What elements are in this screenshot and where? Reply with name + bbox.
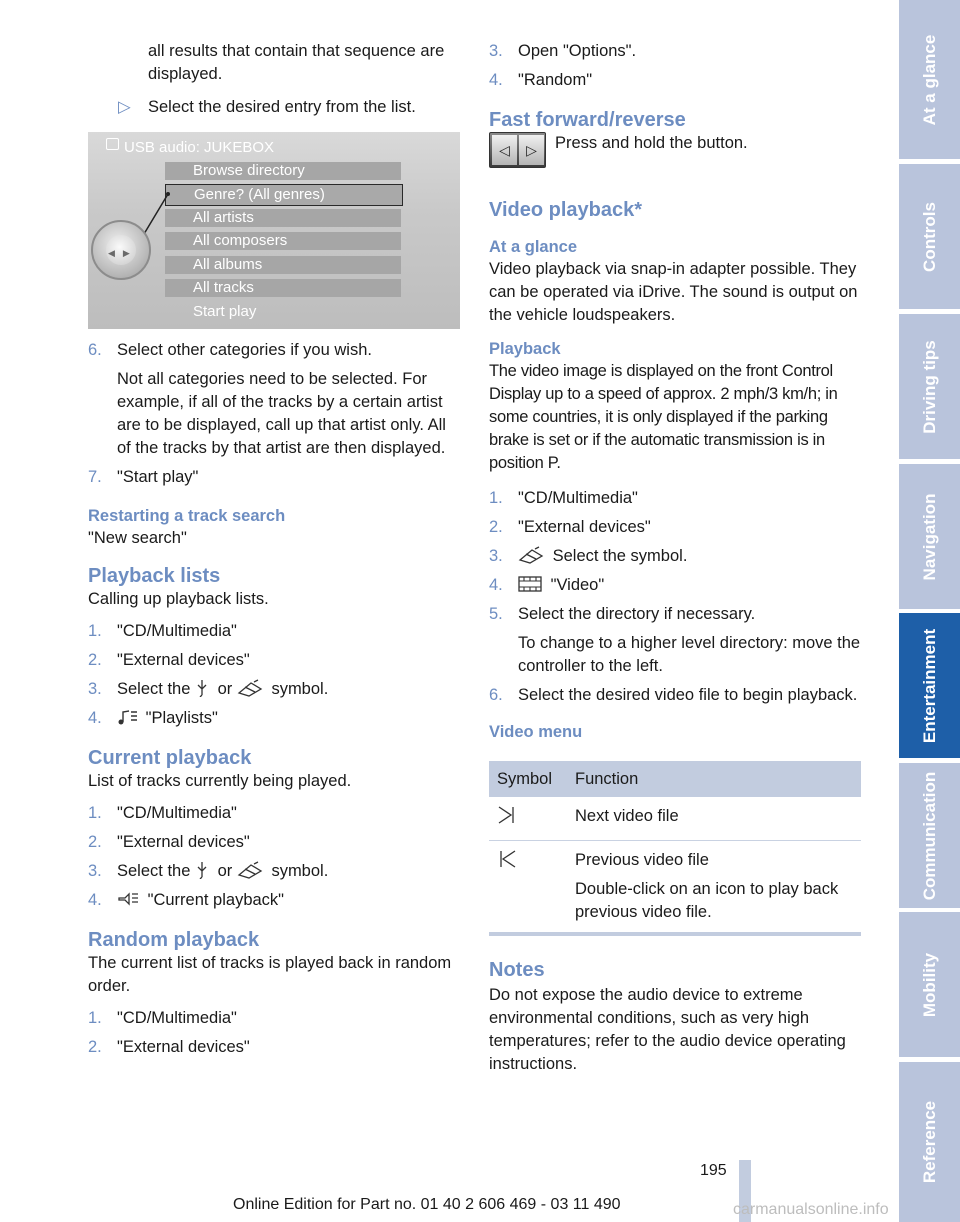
step-number: 3. xyxy=(88,862,102,880)
step-number: 1. xyxy=(88,622,102,640)
step-text: "External devices" xyxy=(117,833,250,851)
step-text: symbol. xyxy=(271,680,329,698)
tab-reference[interactable]: Reference xyxy=(899,1062,960,1222)
step-3 xyxy=(88,860,464,883)
step-text: "CD/Multimedia" xyxy=(117,622,237,640)
step-number: 3. xyxy=(88,680,102,698)
step-text: "External devices" xyxy=(117,1038,250,1056)
step-number: 2. xyxy=(489,518,503,536)
step-4 xyxy=(88,707,464,730)
footer-text: Online Edition for Part no. 01 40 2 606 469 - 03 11 490 xyxy=(233,1196,621,1213)
step-text: "Start play" xyxy=(117,468,199,486)
menu-item: All composers xyxy=(165,232,401,250)
external-device-icon xyxy=(237,861,263,879)
bullet-text: Select the desired entry from the list. xyxy=(148,98,416,116)
step-number: 1. xyxy=(489,489,503,507)
function-text: Previous video file xyxy=(575,851,709,869)
tab-driving-tips[interactable]: Driving tips xyxy=(899,314,960,459)
heading-notes: Notes xyxy=(489,959,545,981)
menu-item: Start play xyxy=(193,303,257,320)
step-text: Select the xyxy=(117,680,191,698)
tab-navigation[interactable]: Navigation xyxy=(899,464,960,609)
skip-button-icon: ◁ ▷ xyxy=(489,132,546,168)
heading-playback-lists: Playback lists xyxy=(88,565,221,587)
step-text: "Video" xyxy=(550,576,605,594)
step-text: "Random" xyxy=(518,71,593,89)
menu-item-selected: Genre? (All genres) xyxy=(165,184,403,206)
step-5-note: To change to a higher level directory: move the controller to the left. xyxy=(518,634,861,675)
step-number: 4. xyxy=(88,891,102,909)
function-text: Next video file xyxy=(567,797,861,841)
step-number: 7. xyxy=(88,468,102,486)
step-3 xyxy=(88,678,464,701)
table-row xyxy=(489,841,861,935)
step-3 xyxy=(489,40,865,63)
heading-video-playback: Video playback* xyxy=(489,199,643,221)
external-device-icon xyxy=(518,546,544,564)
step-number: 6. xyxy=(489,686,503,704)
ff-text: Press and hold the button. xyxy=(555,134,748,152)
step-number: 1. xyxy=(88,804,102,822)
ff-block xyxy=(489,132,865,182)
heading-random-playback: Random playback xyxy=(88,929,260,951)
step-text: Select the desired video file to begin playback. xyxy=(518,686,858,704)
step-number: 3. xyxy=(489,547,503,565)
heading-at-a-glance: At a glance xyxy=(489,238,578,256)
tab-at-a-glance[interactable]: At a glance xyxy=(899,0,960,159)
step-4 xyxy=(489,574,865,597)
usb-icon xyxy=(195,679,209,697)
menu-item: All artists xyxy=(165,209,401,227)
step-1 xyxy=(489,487,865,510)
step-3 xyxy=(489,545,865,568)
jukebox-screenshot xyxy=(88,132,460,329)
left-column xyxy=(88,40,464,1059)
watermark: carmanualsonline.info xyxy=(733,1201,889,1218)
tab-mobility[interactable]: Mobility xyxy=(899,912,960,1057)
video-menu-table xyxy=(489,761,861,936)
step-number: 4. xyxy=(489,576,503,594)
heading-current-playback: Current playback xyxy=(88,747,252,769)
next-file-icon xyxy=(497,805,517,825)
step-7 xyxy=(88,466,464,489)
step-number: 4. xyxy=(489,71,503,89)
menu-item: Browse directory xyxy=(165,162,401,180)
previous-file-icon xyxy=(497,849,517,869)
restart-text: "New search" xyxy=(88,529,187,547)
col-header-function: Function xyxy=(567,761,861,797)
step-text: Select the directory if necessary. xyxy=(518,605,756,623)
step-5 xyxy=(489,603,865,626)
step-text: Open "Options". xyxy=(518,42,637,60)
external-device-icon xyxy=(237,679,263,697)
step-2 xyxy=(489,516,865,539)
step-2 xyxy=(88,1036,464,1059)
step-2 xyxy=(88,831,464,854)
dial-arrows-icon: ◀▶ xyxy=(108,248,138,258)
step-2 xyxy=(88,649,464,672)
step-number: 6. xyxy=(88,341,102,359)
notes-text: Do not expose the audio device to extreme environmental conditions, such as very high temperatures; refer to the audio device operating instructions. xyxy=(489,986,846,1073)
table-row xyxy=(489,797,861,841)
function-note: Double-click on an icon to play back previous video file. xyxy=(575,880,839,921)
menu-item: All albums xyxy=(165,256,401,274)
random-text: The current list of tracks is played back in random order. xyxy=(88,954,452,995)
screenshot-title: USB audio: JUKEBOX xyxy=(124,139,275,156)
intro-continued: all results that contain that sequence are displayed. xyxy=(148,42,445,83)
step-6 xyxy=(489,684,865,707)
heading-fast-forward: Fast forward/reverse xyxy=(489,109,686,131)
step-text: "Playlists" xyxy=(145,709,218,727)
playlist-icon xyxy=(117,708,137,726)
current-playback-icon xyxy=(117,890,139,908)
glance-text: Video playback via snap-in adapter possible. They can be operated via iDrive. The sound is output on the vehicle loudspeakers. xyxy=(489,260,858,324)
step-text: "External devices" xyxy=(117,651,250,669)
step-number: 2. xyxy=(88,651,102,669)
usb-icon xyxy=(106,138,119,150)
step-text: Select the xyxy=(117,862,191,880)
heading-video-menu: Video menu xyxy=(489,723,583,741)
page-number: 195 xyxy=(700,1162,727,1179)
step-number: 5. xyxy=(489,605,503,623)
step-1 xyxy=(88,620,464,643)
step-text: "CD/Multimedia" xyxy=(117,804,237,822)
step-number: 2. xyxy=(88,833,102,851)
step-text: symbol. xyxy=(271,862,329,880)
step-text: Select other categories if you wish. xyxy=(117,341,372,359)
playlists-text: Calling up playback lists. xyxy=(88,590,269,608)
step-text: "CD/Multimedia" xyxy=(518,489,638,507)
step-1 xyxy=(88,1007,464,1030)
step-number: 4. xyxy=(88,709,102,727)
heading-playback: Playback xyxy=(489,340,561,358)
or-text: or xyxy=(217,680,233,698)
current-text: List of tracks currently being played. xyxy=(88,772,352,790)
step-text: "External devices" xyxy=(518,518,651,536)
step-text: "CD/Multimedia" xyxy=(117,1009,237,1027)
tab-communication[interactable]: Communication xyxy=(899,763,960,908)
or-text: or xyxy=(217,862,233,880)
step-number: 2. xyxy=(88,1038,102,1056)
tab-entertainment[interactable]: Entertainment xyxy=(899,613,960,758)
step-number: 3. xyxy=(489,42,503,60)
heading-restart: Restarting a track search xyxy=(88,507,286,525)
video-icon xyxy=(518,575,542,593)
bullet-item xyxy=(88,96,464,119)
triangle-bullet-icon: ▷ xyxy=(118,98,131,116)
step-number: 1. xyxy=(88,1009,102,1027)
step-4 xyxy=(489,69,865,92)
section-tabs xyxy=(899,0,960,1222)
step-text: "Current playback" xyxy=(147,891,285,909)
step-6-note: Not all categories need to be selected. For example, if all of the tracks by a certain artist are to be displayed, call up that artist only. All of the tracks by that artist are then displayed. xyxy=(117,370,446,457)
step-text: Select the symbol. xyxy=(552,547,688,565)
tab-controls[interactable]: Controls xyxy=(899,164,960,309)
col-header-symbol: Symbol xyxy=(489,761,567,797)
step-4 xyxy=(88,889,464,912)
step-1 xyxy=(88,802,464,825)
usb-icon xyxy=(195,861,209,879)
step-6 xyxy=(88,339,464,362)
menu-item: All tracks xyxy=(165,279,401,297)
playback-text: The video image is displayed on the front Control Display up to a speed of approx. 2 mph/3 km/h; in some countries, it is only displayed if the parking brake is set or if the automatic transmission is in position P. xyxy=(489,362,838,472)
right-column xyxy=(489,40,865,1076)
